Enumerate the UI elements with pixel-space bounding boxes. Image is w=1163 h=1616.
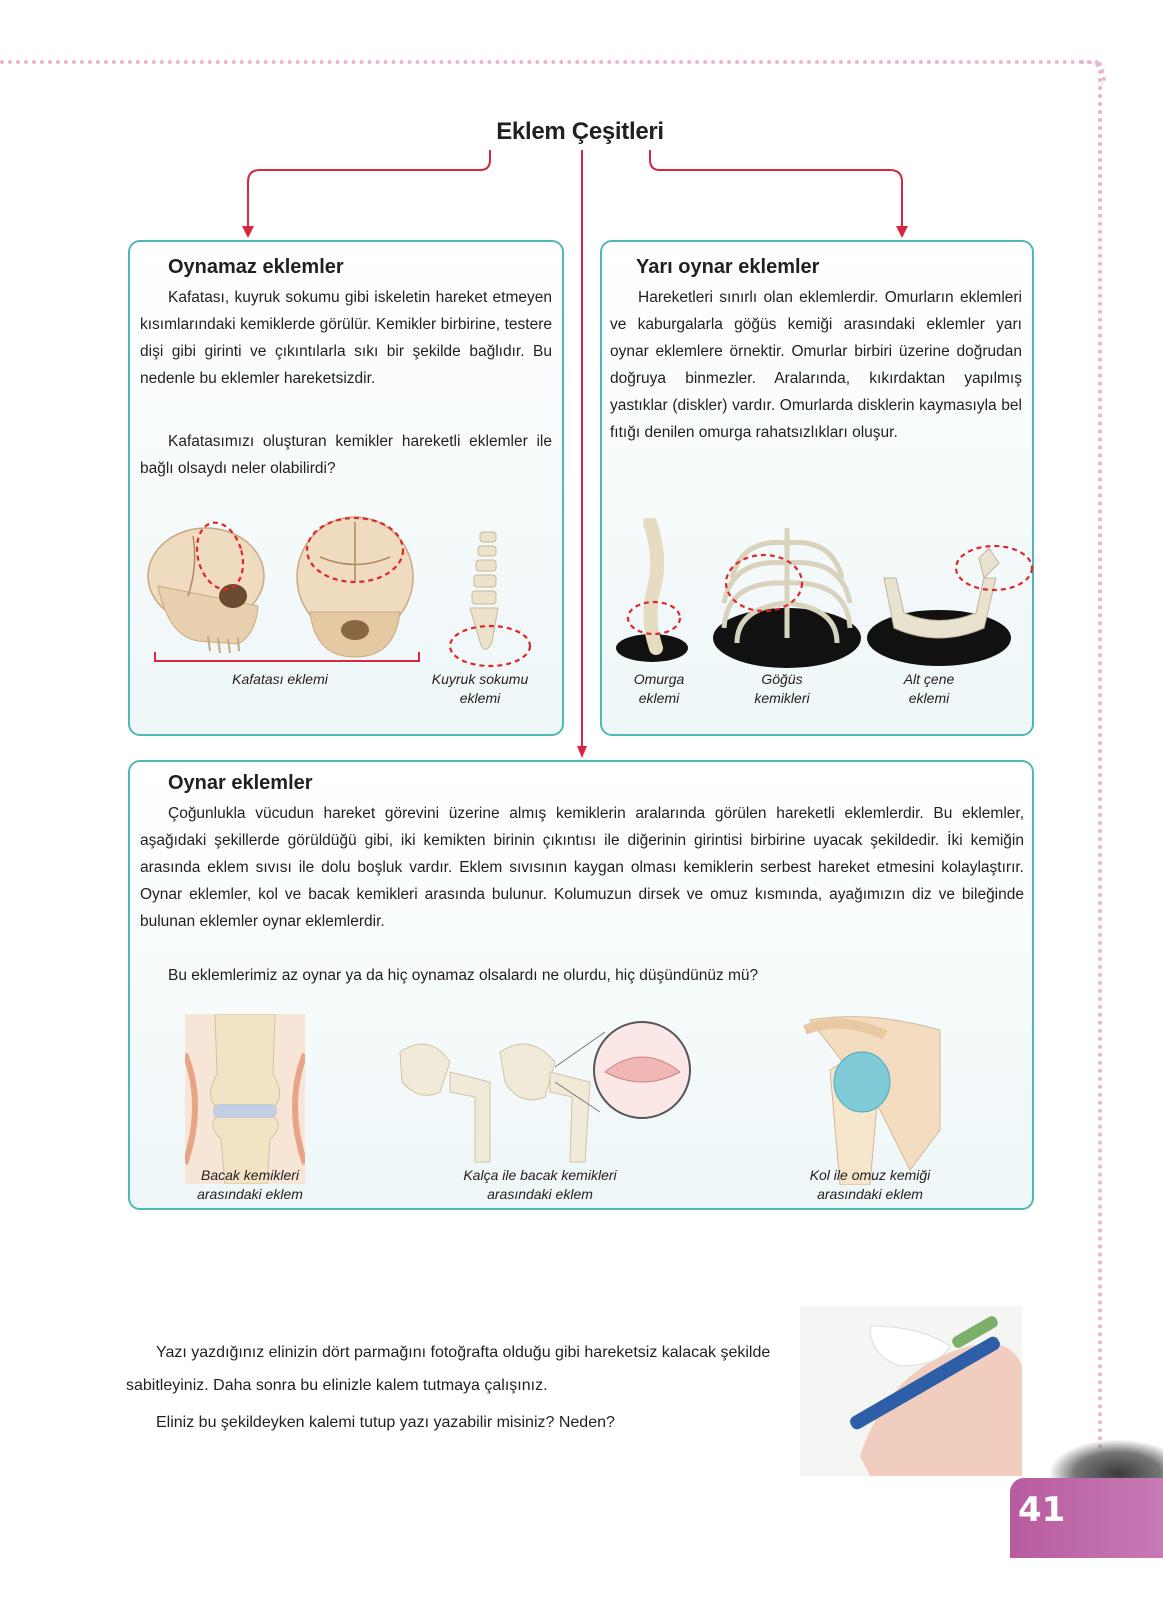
caption-omurga: Omurga eklemi xyxy=(633,671,685,706)
hip-joint-image xyxy=(380,1012,700,1172)
hand-pen-photo xyxy=(800,1306,1022,1476)
box-oynamaz-eklemler xyxy=(128,240,564,736)
box-oynar-eklemler xyxy=(128,760,1034,1210)
page-title: Eklem Çeşitleri xyxy=(496,118,664,145)
activity-question: Eliniz bu şekildeyken kalemi tutup yazı yazabilir misiniz? Neden? xyxy=(156,1414,615,1431)
skull-top-image xyxy=(290,512,420,662)
spine-coccyx-image xyxy=(440,522,540,682)
box-yari-oynar-eklemler xyxy=(600,240,1034,736)
box-paragraph: Kafatası, kuyruk sokumu gibi iskeletin hareket etmeyen kısımlarındaki kemiklerde görülür. Kemikler birbirine, testere dişi gibi girinti ve çıkıntılarla sıkı bir şekilde bağlıdır. Bu nedenle bu eklemler hareketsizdir. xyxy=(140,289,552,387)
spine-image xyxy=(612,518,702,668)
skull-side-image xyxy=(138,516,278,656)
caption-kalca: Kalça ile bacak kemikleri arasındaki eklem xyxy=(463,1167,617,1202)
caption-gogus: Göğüs kemikleri xyxy=(754,671,810,706)
caption-kuyruk: Kuyruk sokumu eklemi xyxy=(431,671,529,706)
shoulder-joint-image xyxy=(790,1010,960,1185)
box-paragraph: Çoğunlukla vücudun hareket görevini üzerine almış kemiklerin aralarında görülen hareketli eklemlerdir. Bu eklemler, aşağıdaki şekillerde görüldüğü gibi, iki kemikten birinin çıkıntısı ile diğerinin girintisi birbirine uyacak şekildedir. İki kemiğin arasında eklem sıvısı ile dolu boşluk vardır. Eklem sıvısının kaygan olması kemiklerin serbest hareket etmesini kolaylaştırır. Oynar eklemler, kol ve bacak kemikleri arasında bulunur. Kolumuzun dirsek ve omuz kısmında, ayağımızın diz ve bileğinde bulunan eklemler oynar eklemlerdir. xyxy=(140,805,1024,930)
page-corner-shadow xyxy=(1050,1440,1163,1482)
box-title: Oynar eklemler xyxy=(168,772,313,794)
lower-jaw-image xyxy=(864,518,1034,668)
box-question: Kafatasımızı oluşturan kemikler hareketli eklemler ile bağlı olsaydı neler olabilirdi? xyxy=(140,433,552,477)
caption-kafatasi: Kafatası eklemi xyxy=(232,671,328,687)
knee-joint-image xyxy=(185,1014,305,1184)
kafatasi-bracket xyxy=(154,652,420,662)
page-number: 41 xyxy=(1018,1490,1066,1530)
ribcage-image xyxy=(702,518,862,668)
box-title: Oynamaz eklemler xyxy=(168,256,344,278)
caption-kol: Kol ile omuz kemiği arasındaki eklem xyxy=(809,1167,931,1202)
box-paragraph: Hareketleri sınırlı olan eklemlerdir. Omurların eklemleri ve kaburgalarla göğüs kemiği arasındaki eklemler yarı oynar eklemlere örnektir. Omurlar birbiri üzerine doğrudan doğruya binmezler. Aralarında, kıkırdaktan yapılmış yastıklar (diskler) vardır. Omurlarda disklerin kaymasıyla bel fıtığı denilen omurga rahatsızlıkları oluşur. xyxy=(610,289,1022,441)
box-question: Bu eklemlerimiz az oynar ya da hiç oynamaz olsalardı ne olurdu, hiç düşündünüz mü? xyxy=(168,967,759,984)
activity-instructions: Yazı yazdığınız elinizin dört parmağını fotoğrafta olduğu gibi hareketsiz kalacak şekilde sabitleyiniz. Daha sonra bu elinizle kalem tutmaya çalışınız. xyxy=(126,1344,771,1394)
box-title: Yarı oynar eklemler xyxy=(636,256,820,278)
caption-bacak: Bacak kemikleri arasındaki eklem xyxy=(197,1167,303,1202)
caption-altcene: Alt çene eklemi xyxy=(903,671,955,706)
